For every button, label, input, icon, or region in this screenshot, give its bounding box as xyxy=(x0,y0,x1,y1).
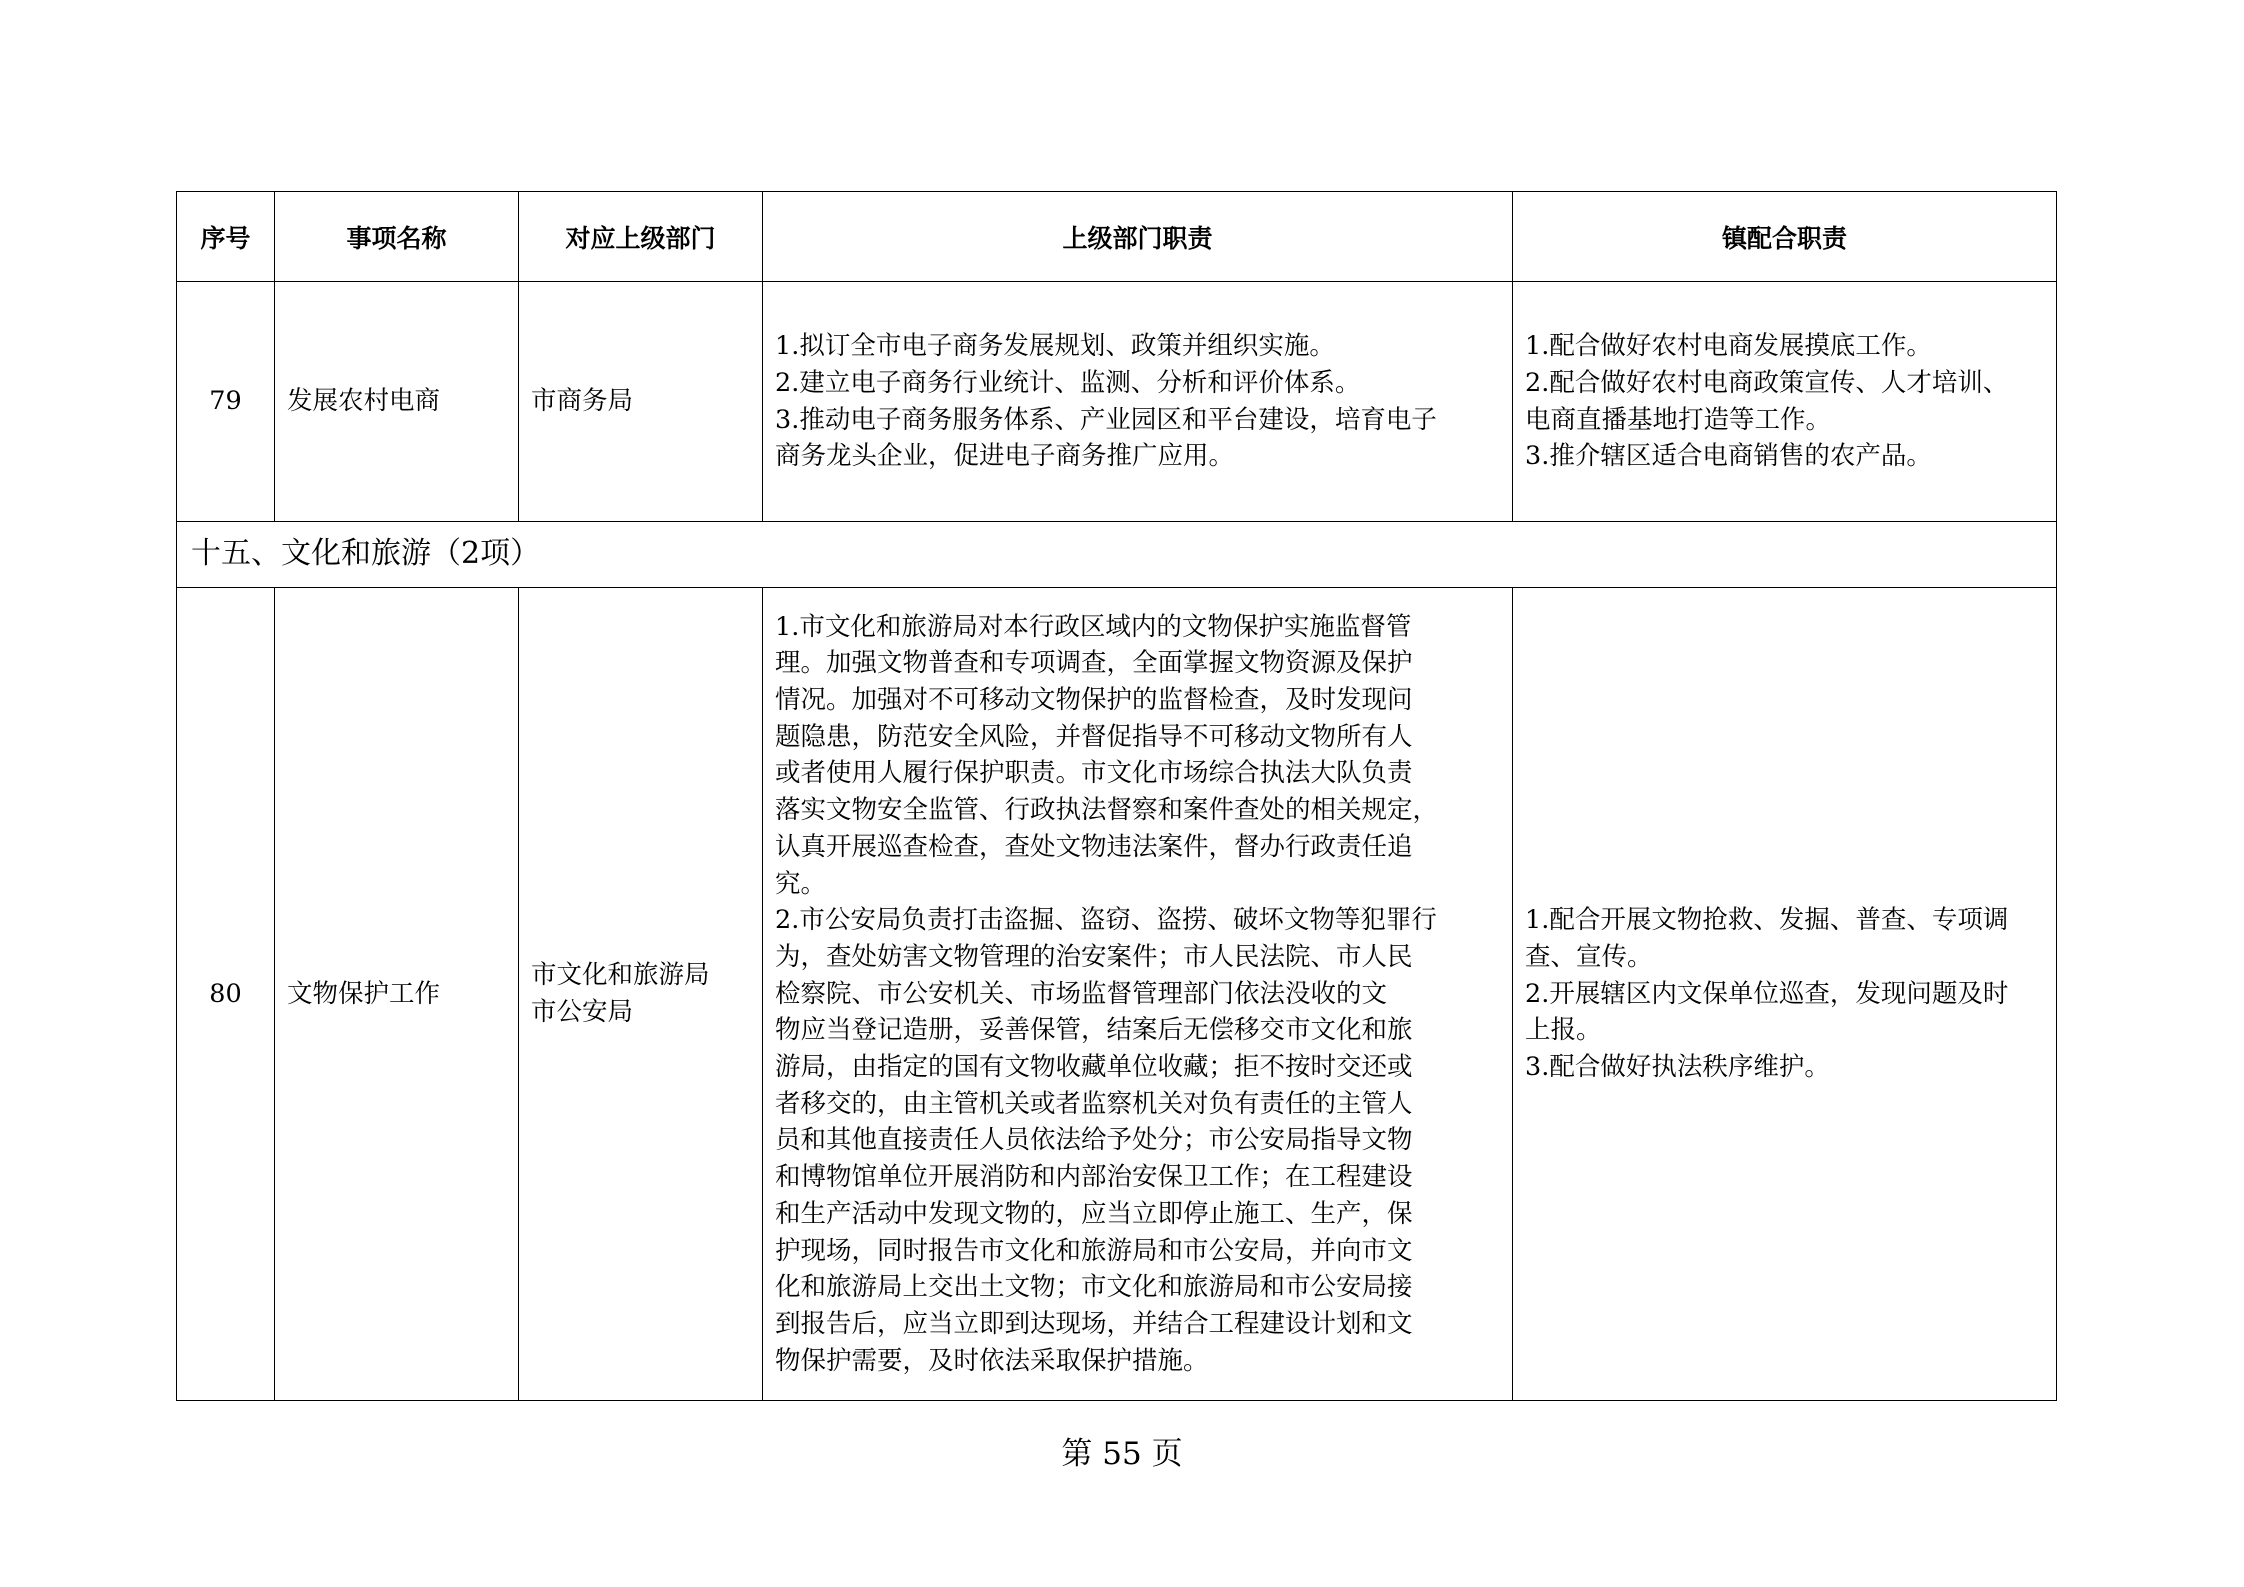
duty-line: 者移交的，由主管机关或者监察机关对负有责任的主管人 xyxy=(775,1088,1413,1119)
duty-line: 护现场，同时报告市文化和旅游局和市公安局，并向市文 xyxy=(775,1235,1413,1266)
header-upper-dept: 对应上级部门 xyxy=(519,192,763,282)
duty-line: 2.市公安局负责打击盗掘、盗窃、盗捞、破坏文物等犯罪行 xyxy=(775,905,1437,936)
duty-line: 3.配合做好执法秩序维护。 xyxy=(1525,1052,1830,1083)
row-town-duty xyxy=(1513,588,2057,1401)
duty-line: 游局，由指定的国有文物收藏单位收藏；拒不按时交还或 xyxy=(775,1052,1413,1083)
duty-line: 1.市文化和旅游局对本行政区域内的文物保护实施监督管 xyxy=(775,611,1412,642)
duty-table xyxy=(176,191,2057,1401)
duty-line: 到报告后，应当立即到达现场，并结合工程建设计划和文 xyxy=(775,1308,1413,1339)
duty-line: 理。加强文物普查和专项调查，全面掌握文物资源及保护 xyxy=(775,648,1413,679)
header-town-duty: 镇配合职责 xyxy=(1513,192,2057,282)
row-item-name: 文物保护工作 xyxy=(275,588,519,1401)
dept-line: 市文化和旅游局 xyxy=(531,960,710,991)
duty-line: 物应当登记造册，妥善保管，结案后无偿移交市文化和旅 xyxy=(775,1015,1413,1046)
duty-line: 化和旅游局上交出土文物；市文化和旅游局和市公安局接 xyxy=(775,1272,1413,1303)
row-upper-dept xyxy=(519,588,763,1401)
duty-line: 为，查处妨害文物管理的治安案件；市人民法院、市人民 xyxy=(775,941,1413,972)
duty-line: 2.配合做好农村电商政策宣传、人才培训、 xyxy=(1525,367,2009,398)
duty-line: 电商直播基地打造等工作。 xyxy=(1525,404,1832,435)
row-town-duty xyxy=(1513,282,2057,522)
duty-line: 题隐患，防范安全风险，并督促指导不可移动文物所有人 xyxy=(775,721,1413,752)
duty-line: 上报。 xyxy=(1525,1015,1602,1046)
section-row xyxy=(177,522,2057,588)
duty-line: 3.推介辖区适合电商销售的农产品。 xyxy=(1525,441,1932,472)
duty-line: 1.拟订全市电子商务发展规划、政策并组织实施。 xyxy=(775,331,1335,362)
row-seq: 80 xyxy=(177,588,275,1401)
duty-line: 2.建立电子商务行业统计、监测、分析和评价体系。 xyxy=(775,367,1361,398)
duty-line: 查、宣传。 xyxy=(1525,941,1653,972)
section-title: 十五、文化和旅游（2项） xyxy=(177,522,2057,588)
duty-line: 落实文物安全监管、行政执法督察和案件查处的相关规定， xyxy=(775,795,1439,826)
row-seq: 79 xyxy=(177,282,275,522)
header-seq: 序号 xyxy=(177,192,275,282)
row-upper-duty xyxy=(763,588,1513,1401)
header-upper-duty: 上级部门职责 xyxy=(763,192,1513,282)
row-upper-duty xyxy=(763,282,1513,522)
duty-line: 员和其他直接责任人员依法给予处分；市公安局指导文物 xyxy=(775,1125,1413,1156)
duty-line: 情况。加强对不可移动文物保护的监督检查，及时发现问 xyxy=(775,685,1413,716)
duty-line: 和生产活动中发现文物的，应当立即停止施工、生产，保 xyxy=(775,1198,1413,1229)
duty-line: 检察院、市公安机关、市场监督管理部门依法没收的文 xyxy=(775,978,1388,1009)
row-upper-dept: 市商务局 xyxy=(519,282,763,522)
duty-line: 物保护需要，及时依法采取保护措施。 xyxy=(775,1345,1209,1376)
dept-line: 市公安局 xyxy=(531,997,634,1027)
duty-line: 商务龙头企业，促进电子商务推广应用。 xyxy=(775,441,1235,472)
row-item-name: 发展农村电商 xyxy=(275,282,519,522)
duty-line: 认真开展巡查检查，查处文物违法案件，督办行政责任追 xyxy=(775,831,1413,862)
duty-line: 2.开展辖区内文保单位巡查，发现问题及时 xyxy=(1525,978,2009,1009)
duty-line: 1.配合开展文物抢救、发掘、普查、专项调 xyxy=(1525,905,2009,936)
duty-line: 究。 xyxy=(775,868,827,899)
duty-line: 和博物馆单位开展消防和内部治安保卫工作；在工程建设 xyxy=(775,1162,1413,1193)
page-number: 第 55 页 xyxy=(1061,1436,1183,1472)
table-row xyxy=(177,588,2057,1401)
duty-line: 3.推动电子商务服务体系、产业园区和平台建设，培育电子 xyxy=(775,404,1437,435)
duty-line: 1.配合做好农村电商发展摸底工作。 xyxy=(1525,331,1932,362)
duty-line: 或者使用人履行保护职责。市文化市场综合执法大队负责 xyxy=(775,758,1413,789)
table-row xyxy=(177,282,2057,522)
header-item-name: 事项名称 xyxy=(275,192,519,282)
header-row xyxy=(177,192,2057,282)
